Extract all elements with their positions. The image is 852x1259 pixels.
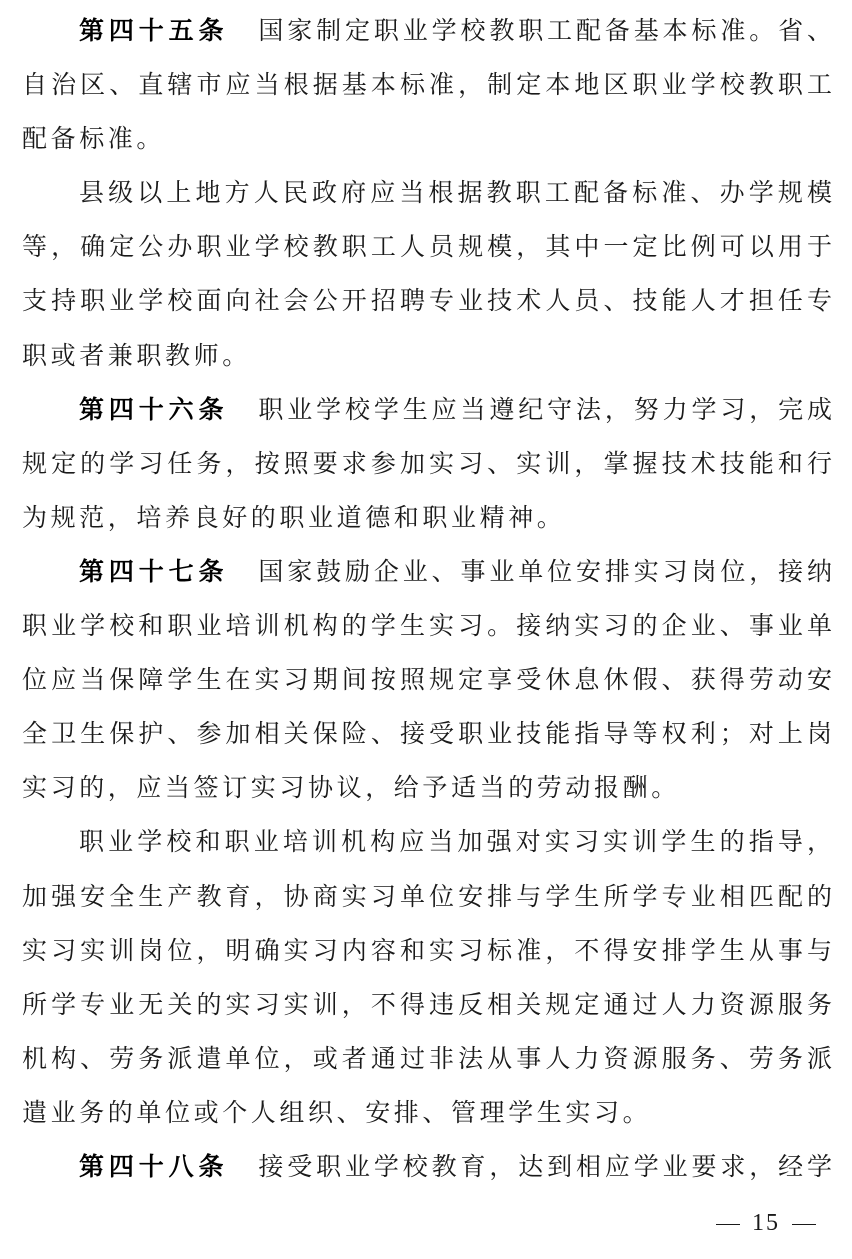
paragraph-line — [22, 112, 832, 166]
line-text: 职业学校和职业培训机构的学生实习。接纳实习的企业、事业单 — [22, 611, 832, 641]
line-text: 遣业务的单位或个人组织、安排、管理学生实习。 — [22, 1097, 652, 1127]
paragraph-line — [22, 383, 832, 437]
line-text: 支持职业学校面向社会公开招聘专业技术人员、技能人才担任专 — [22, 286, 832, 316]
paragraph-line — [22, 437, 832, 491]
line-text: 所学专业无关的实习实训，不得违反相关规定通过人力资源服务 — [22, 989, 832, 1019]
dash-left-icon — [716, 1224, 740, 1226]
paragraph-line — [22, 274, 832, 328]
line-text: 全卫生保护、参加相关保险、接受职业技能指导等权利；对上岗 — [22, 719, 832, 749]
paragraph-line — [22, 1140, 832, 1194]
line-text: 配备标准。 — [22, 124, 166, 154]
article-heading: 第四十五条 — [79, 16, 229, 45]
article-heading: 第四十六条 — [79, 394, 229, 424]
line-text: 自治区、直辖市应当根据基本标准，制定本地区职业学校教职工 — [22, 70, 832, 100]
paragraph-line — [22, 870, 832, 924]
paragraph-line — [22, 4, 832, 58]
line-text: 位应当保障学生在实习期间按照规定享受休息休假、获得劳动安 — [22, 665, 832, 695]
paragraph-line — [22, 653, 832, 707]
line-text: 接受职业学校教育，达到相应学业要求，经学 — [258, 1151, 832, 1181]
paragraph-line — [22, 166, 832, 220]
line-text: 职业学校学生应当遵纪守法，努力学习，完成 — [258, 394, 832, 424]
paragraph-line — [22, 58, 832, 112]
line-text: 职或者兼职教师。 — [22, 340, 251, 370]
line-text: 国家制定职业学校教职工配备基本标准。省、 — [258, 16, 832, 45]
paragraph-line — [22, 815, 832, 869]
paragraph-line — [22, 707, 832, 761]
line-text: 国家鼓励企业、事业单位安排实习岗位，接纳 — [258, 556, 832, 586]
page-number — [704, 1210, 828, 1237]
line-text: 实习的，应当签订实习协议，给予适当的劳动报酬。 — [22, 773, 680, 803]
article-heading: 第四十七条 — [79, 556, 229, 586]
line-text: 实习实训岗位，明确实习内容和实习标准，不得安排学生从事与 — [22, 935, 832, 965]
paragraph-line — [22, 599, 832, 653]
document-page — [22, 4, 832, 1194]
line-text: 县级以上地方人民政府应当根据教职工配备标准、办学规模 — [79, 178, 832, 208]
paragraph-line — [22, 220, 832, 274]
line-text: 为规范，培养良好的职业道德和职业精神。 — [22, 502, 566, 532]
paragraph-line — [22, 924, 832, 978]
dash-right-icon — [792, 1224, 816, 1226]
paragraph-line — [22, 491, 832, 545]
paragraph-line — [22, 1086, 832, 1140]
paragraph-line — [22, 978, 832, 1032]
line-text: 等，确定公办职业学校教职工人员规模，其中一定比例可以用于 — [22, 232, 832, 262]
paragraph-line — [22, 761, 832, 815]
page-number-text: 15 — [752, 1210, 780, 1236]
line-text: 规定的学习任务，按照要求参加实习、实训，掌握技术技能和行 — [22, 448, 832, 478]
line-text: 机构、劳务派遣单位，或者通过非法从事人力资源服务、劳务派 — [22, 1043, 832, 1073]
paragraph-line — [22, 1032, 832, 1086]
line-text: 加强安全生产教育，协商实习单位安排与学生所学专业相匹配的 — [22, 881, 832, 911]
line-text: 职业学校和职业培训机构应当加强对实习实训学生的指导， — [79, 827, 832, 857]
paragraph-line — [22, 329, 832, 383]
paragraph-line — [22, 545, 832, 599]
article-heading: 第四十八条 — [79, 1151, 229, 1181]
